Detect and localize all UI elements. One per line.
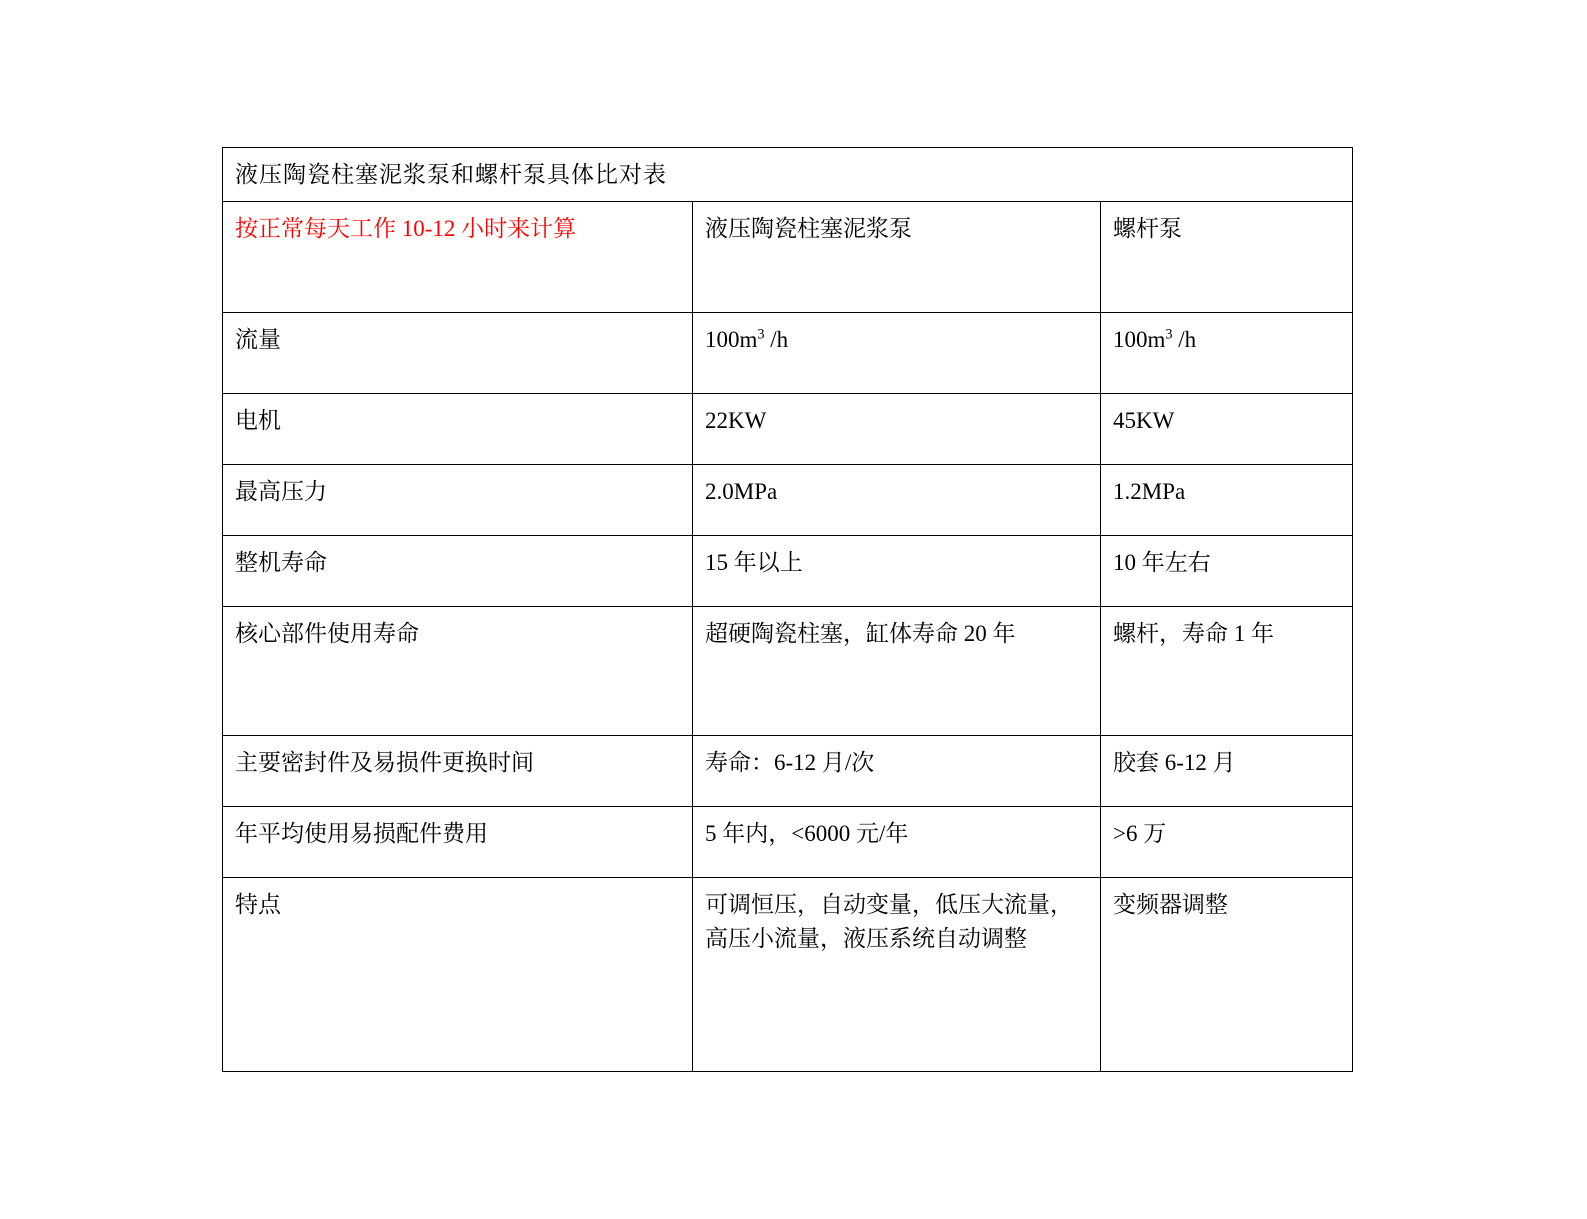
row-value-flow-hydraulic — [693, 312, 1101, 393]
flow-b-suffix: /h — [1172, 326, 1197, 352]
row-value-max-pressure-hydraulic: 2.0MPa — [693, 464, 1101, 535]
table-title-row — [223, 148, 1353, 202]
table-row — [223, 312, 1353, 393]
comparison-table — [222, 147, 1353, 1072]
row-value-features-hydraulic: 可调恒压，自动变量，低压大流量，高压小流量，液压系统自动调整 — [693, 877, 1101, 1071]
row-value-flow-screw — [1101, 312, 1353, 393]
table-row — [223, 464, 1353, 535]
table-row — [223, 806, 1353, 877]
table-header-row — [223, 201, 1353, 312]
row-label-core-part-life: 核心部件使用寿命 — [223, 606, 693, 735]
row-value-machine-life-screw: 10 年左右 — [1101, 535, 1353, 606]
column-header-hydraulic-pump: 液压陶瓷柱塞泥浆泵 — [693, 201, 1101, 312]
flow-a-prefix: 100m — [705, 326, 758, 352]
table-title: 液压陶瓷柱塞泥浆泵和螺杆泵具体比对表 — [223, 148, 1353, 202]
row-label-motor: 电机 — [223, 393, 693, 464]
table-row — [223, 877, 1353, 1071]
flow-b-prefix: 100m — [1113, 326, 1166, 352]
row-value-machine-life-hydraulic: 15 年以上 — [693, 535, 1101, 606]
row-value-motor-hydraulic: 22KW — [693, 393, 1101, 464]
row-label-features: 特点 — [223, 877, 693, 1071]
row-value-motor-screw: 45KW — [1101, 393, 1353, 464]
row-label-seal-replacement: 主要密封件及易损件更换时间 — [223, 735, 693, 806]
comparison-table-container — [222, 147, 1352, 1072]
row-value-seal-replacement-hydraulic: 寿命：6-12 月/次 — [693, 735, 1101, 806]
column-header-condition: 按正常每天工作 10-12 小时来计算 — [223, 201, 693, 312]
flow-b-sup: 3 — [1165, 325, 1173, 342]
row-label-flow: 流量 — [223, 312, 693, 393]
row-value-core-part-life-screw: 螺杆，寿命 1 年 — [1101, 606, 1353, 735]
row-label-machine-life: 整机寿命 — [223, 535, 693, 606]
table-row — [223, 606, 1353, 735]
row-value-core-part-life-hydraulic: 超硬陶瓷柱塞，缸体寿命 20 年 — [693, 606, 1101, 735]
table-row — [223, 735, 1353, 806]
row-label-annual-cost: 年平均使用易损配件费用 — [223, 806, 693, 877]
row-value-annual-cost-hydraulic: 5 年内，<6000 元/年 — [693, 806, 1101, 877]
row-value-max-pressure-screw: 1.2MPa — [1101, 464, 1353, 535]
table-row — [223, 393, 1353, 464]
flow-a-sup: 3 — [757, 325, 765, 342]
flow-a-suffix: /h — [764, 326, 789, 352]
row-value-annual-cost-screw: >6 万 — [1101, 806, 1353, 877]
row-value-seal-replacement-screw: 胶套 6-12 月 — [1101, 735, 1353, 806]
column-header-screw-pump: 螺杆泵 — [1101, 201, 1353, 312]
row-value-features-screw: 变频器调整 — [1101, 877, 1353, 1071]
row-label-max-pressure: 最高压力 — [223, 464, 693, 535]
table-row — [223, 535, 1353, 606]
